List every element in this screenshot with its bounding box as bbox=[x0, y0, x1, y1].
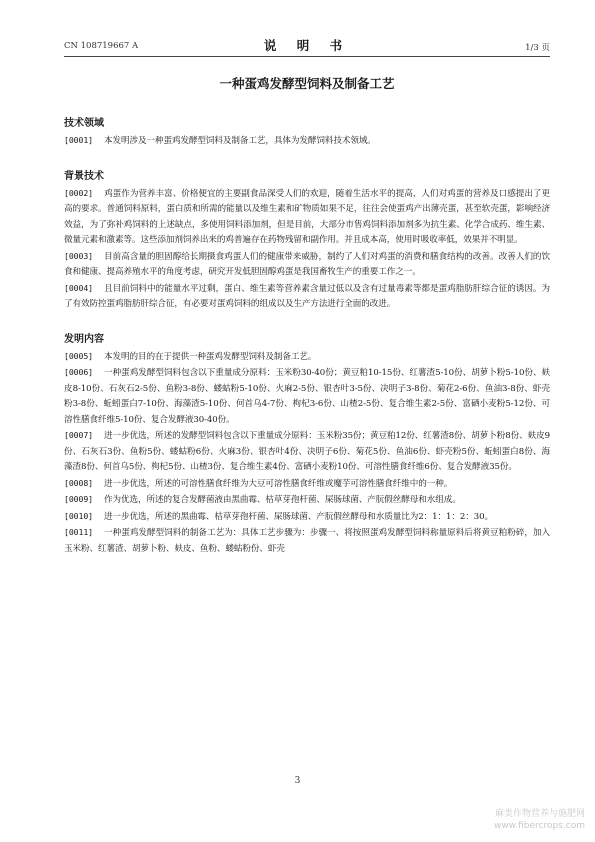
paragraph-number: [0006] bbox=[64, 367, 93, 377]
section-heading-invention: 发明内容 bbox=[64, 333, 104, 345]
paragraph-text: 鸡蛋作为营养丰富、价格便宜的主要副食品深受人们的欢迎，随着生活水平的提高，人们对鸡蛋的营养及口感提出了更高的要求。普通饲料原料，蛋白质和所需的能量以及维生素和矿物质如果不足，往往会使蛋鸡产出薄壳蛋，甚至软壳蛋，影响经济效益，为了弥补鸡饲料的上述缺点，多使用饲料添加剂，但是目前，大部分市售鸡饲料添加剂多为抗生素、化学合成药、维生素、微量元素和激素等。这些添加剂饲养出来的鸡普遍存在药物残留和副作用。并且成本高，使用时吸收率低，效果并不明显。 bbox=[64, 188, 550, 245]
paragraph bbox=[64, 249, 550, 281]
paragraph bbox=[64, 186, 550, 249]
paragraph-number: [0007] bbox=[64, 430, 93, 440]
paragraph bbox=[64, 509, 550, 526]
document-body bbox=[64, 74, 550, 557]
section-heading-background: 背景技术 bbox=[64, 170, 104, 182]
paragraph-text: 一种蛋鸡发酵型饲料的制备工艺为：具体工艺步骤为：步骤一、将按照蛋鸡发酵型饲料称量原料后将黄豆粕粉碎，加入玉米粉、红薯渣、胡萝卜粉、麸皮、鱼粉、蝼蛄粉份、虾壳 bbox=[64, 528, 550, 554]
paragraph-number: [0008] bbox=[64, 477, 93, 488]
paragraph-number: [0005] bbox=[64, 350, 93, 361]
paragraph bbox=[64, 492, 550, 509]
paragraph-number: [0010] bbox=[64, 510, 93, 521]
paragraph-text: 本发明涉及一种蛋鸡发酵型饲料及制备工艺，具体为发酵饲料技术领域。 bbox=[104, 136, 376, 146]
page-count: 1/3 页 bbox=[525, 43, 550, 53]
document-type: 说 明 书 bbox=[263, 38, 351, 53]
paragraph-number: [0004] bbox=[64, 282, 93, 293]
section-heading-tech-field: 技术领域 bbox=[64, 118, 104, 129]
paragraph-text: 本发明的目的在于提供一种蛋鸡发酵型饲料及制备工艺。 bbox=[104, 351, 317, 362]
paragraph bbox=[64, 428, 550, 476]
paragraph-text: 进一步优选，所述的发酵型饲料包含以下重量成分原料：玉米粉35份；黄豆粕12份、红薯渣8份、胡萝卜粉8份、麸皮9份、石灰石3份、鱼粉5份、蝼蛄粉6份、火麻3份、银杏叶4份、决明子6份、菊花5份、鱼油6份、虾壳粉5份、蚯蚓蛋白8份、海藻渣8份、何首乌5份、枸杞5份、山楂3份、复合维生素4份、富硒小麦粉10份、可溶性膳食纤维6份、复合发酵液35份。 bbox=[64, 431, 550, 472]
paragraph-number: [0002] bbox=[64, 187, 93, 198]
watermark-site-name: 麻类作物营养与施肥网 bbox=[494, 809, 585, 819]
paragraph bbox=[64, 365, 550, 428]
paragraph bbox=[64, 349, 550, 366]
paragraph-number: [0003] bbox=[64, 250, 93, 261]
paragraph-text: 进一步优选，所述的黑曲霉、枯草芽孢杆菌、屎肠球菌、产朊假丝酵母和水质量比为2：1：1：2：30。 bbox=[104, 511, 493, 522]
paragraph bbox=[64, 281, 550, 313]
paragraph bbox=[64, 476, 550, 493]
paragraph-text: 作为优选，所述的复合发酵菌液由黑曲霉、枯草芽孢杆菌、屎肠球菌、产朊假丝酵母和水组成。 bbox=[104, 495, 461, 505]
patent-number: CN 108719667 A bbox=[64, 41, 139, 51]
watermark bbox=[494, 808, 585, 832]
document-title: 一种蛋鸡发酵型饲料及制备工艺 bbox=[219, 76, 395, 91]
paragraph-number: [0001] bbox=[64, 135, 93, 145]
header-divider bbox=[64, 56, 550, 57]
page-number: 3 bbox=[294, 776, 301, 786]
paragraph bbox=[64, 133, 550, 150]
paragraph-text: 进一步优选，所述的可溶性膳食纤维为大豆可溶性膳食纤维或魔芋可溶性膳食纤维中的一种。 bbox=[104, 478, 453, 489]
paragraph-text: 一种蛋鸡发酵型饲料包含以下重量成分原料：玉米粉30-40份；黄豆粕10-15份、红薯渣5-10份、胡萝卜粉5-10份、麸皮8-10份、石灰石2-5份、鱼粉3-8份、蝼蛄粉5-10份、火麻2-5份、银杏叶3-5份、决明子3-8份、菊花2-6份、鱼油3-8份、虾壳粉3-8份、蚯蚓蛋白7-10份、海藻渣5-10份、何首乌4-7份、枸杞3-6份、山楂2-5份、复合维生素2-5份、富硒小麦粉5-12份、可溶性膳食纤维5-10份、复合发酵液30-40份。 bbox=[64, 368, 550, 425]
page-header bbox=[64, 36, 550, 54]
paragraph-number: [0011] bbox=[64, 527, 93, 537]
watermark-url: www.fibercrops.com bbox=[494, 821, 585, 831]
paragraph-number: [0009] bbox=[64, 494, 93, 504]
paragraph-text: 目前高含量的胆固醇给长期摄食鸡蛋人们的健康带来威胁，制约了人们对鸡蛋的消费和膳食结构的改善。改善人们的饮食和健康、提高养殖水平的角度考虑，研究开发低胆固醇鸡蛋是我国畜牧生产的重要工作之一。 bbox=[64, 251, 550, 277]
paragraph-text: 且目前饲料中的能量水平过剩，蛋白、维生素等营养素含量过低以及含有过量毒素等都是蛋鸡脂肪肝综合征的诱因。为了有效防控蛋鸡脂肪肝综合征，有必要对蛋鸡饲料的组成以及生产方法进行全面的改进。 bbox=[64, 283, 550, 309]
paragraph bbox=[64, 525, 550, 557]
